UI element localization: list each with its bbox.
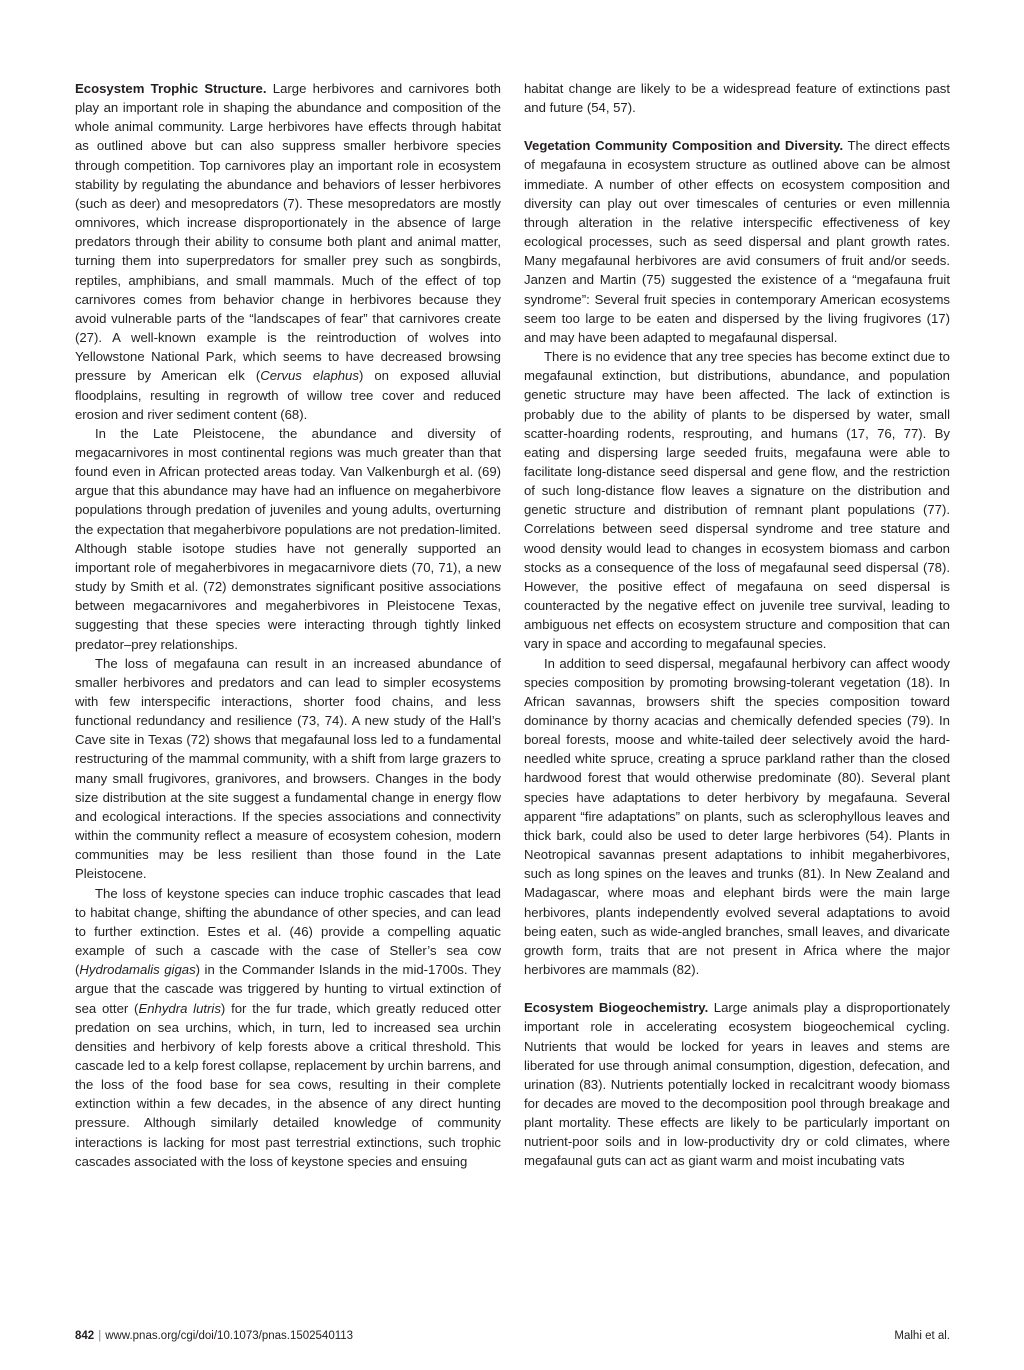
paragraph-vegetation-composition: Vegetation Community Composition and Diversity. The direct effects of megafauna in ecosystem structure as outlined above can be almost immediate. A number of other effects on ecosystem composition and diversity can play out over timescales of centuries or even millennia through alteration in the relative interspecific effectiveness of key ecological processes, such as seed dispersal and plant growth rates. Many megafaunal herbivores are avid consumers of fruit and/or seeds. Janzen and Martin (75) suggested the existence of a “megafauna fruit syndrome”: Several fruit species in contemporary American ecosystems seem too large to be eaten and dispersed by the living frugivores (17) and may have been adapted to megafaunal dispersal.: [524, 138, 950, 345]
page-footer-left: [75, 1330, 353, 1342]
footer-separator: |: [98, 1330, 102, 1342]
paragraph-tree-extinction: There is no evidence that any tree species has become extinct due to megafaunal extinction, but distributions, abundance, and population genetic structure may have been affected. The lack of extinction is probably due to the ability of plants to be dispersed by water, small scatter-hoarding rodents, resprouting, and humans (17, 76, 77). By eating and dispersing large seeded fruits, megafauna were able to facilitate long-distance seed dispersal and gene flow, and the restriction of such long-distance flow leaves a signature on the distribution and genetic structure and distribution of remnant plant populations (77). Correlations between seed dispersal syndrome and tree stature and wood density would lead to changes in ecosystem biomass and carbon stocks as a consequence of the loss of megafaunal seed dispersal (78). However, the positive effect of megafauna on seed dispersal is counteracted by the negative effect on juvenile tree survival, leading to ambiguous net effects on ecosystem structure and composition that can vary in space and according to megafaunal species.: [524, 349, 950, 652]
paragraph-late-pleistocene: In the Late Pleistocene, the abundance and diversity of megacarnivores in most continental regions was much greater than that found even in African protected areas today. Van Valkenburgh et al. (69) argue that this abundance may have had an influence on megaherbivore populations through predation of juveniles and young adults, overturning the expectation that megaherbivore populations are not predation-limited. Although stable isotope studies have not generally supported an important role of megaherbivores in megacarnivore diets (70, 71), a new study by Smith et al. (72) demonstrates significant positive associations between megacarnivores and megaherbivores in Pleistocene Texas, suggesting that these species were interacting through tightly linked predator–prey relationships.: [75, 425, 501, 652]
page-number: 842: [75, 1330, 95, 1342]
author-running-head: Malhi et al.: [894, 1330, 950, 1342]
paragraph-biogeochemistry: Ecosystem Biogeochemistry. Large animals play a disproportionately important role in accelerating ecosystem biogeochemical cycling. Nutrients that would be locked for years in leaves and stems are liberated for use through animal consumption, digestion, defecation, and urination (83). Nutrients potentially locked in recalcitrant woody biomass for decades are moved to the decomposition pool through breakage and plant mortality. These effects are likely to be particularly important on nutrient-poor soils and in low-productivity dry or cold climates, where megafaunal guts can act as giant warm and moist incubating vats: [524, 1000, 950, 1169]
paragraph-herbivory: In addition to seed dispersal, megafaunal herbivory can affect woody species composition by promoting browsing-tolerant vegetation (18). In African savannas, browsers shift the species composition toward dominance by thorny acacias and chemically defended species (79). In boreal forests, moose and white-tailed deer selectively avoid the hard-needled white spruce, creating a spruce parkland rather than the closed hardwood forest that would otherwise predominate (80). Several plant species have adaptations to deter herbivory by megafauna. Several apparent “fire adaptations” on plants, such as sclerophyllous leaves and thick bark, could also be used to deter large herbivores (54). Plants in Neotropical savannas present adaptations to inhibit megaherbivores, such as long spines on the leaves and trunks (81). In New Zealand and Madagascar, where moas and elephant birds were the main large herbivores, plants independently evolved several adaptations to avoid being eaten, such as wide-angled branches, small leaves, and divaricate growth form, traits that are not present in Africa where the major herbivores are mammals (82).: [524, 655, 950, 978]
paragraph-keystone-species: The loss of keystone species can induce trophic cascades that lead to habitat change, shifting the abundance of other species, and can lead to further extinction. Estes et al. (46) provide a compelling aquatic example of such a cascade with the case of Steller’s sea cow (Hydrodamalis gigas) in the Commander Islands in the mid-1700s. They argue that the cascade was triggered by hunting to virtual extinction of sea otter (Enhydra lutris) for the fur trade, which greatly reduced otter predation on sea urchins, which, in turn, led to increased sea urchin densities and herbivory of kelp forests above a critical threshold. This cascade led to a kelp forest collapse, replacement by urchin barrens, and the loss of the food base for sea cows, resulting in their complete extinction within a few decades, in the absence of any direct hunting pressure. Although similarly detailed knowledge of community interactions is lacking for most past terrestrial extinctions, such trophic cascades associated with the loss of keystone species and ensuing: [75, 885, 501, 1169]
paragraph-trophic-structure: Ecosystem Trophic Structure. Large herbivores and carnivores both play an important role in shaping the abundance and composition of the whole animal community. Large herbivores have effects through habitat as outlined above but can also suppress smaller herbivore species through competition. Top carnivores play an important role in ecosystem stability by regulating the abundance and behaviors of lesser herbivores (such as deer) and mesopredators (7). These mesopredators are mostly omnivores, which increase disproportionately in the absence of large predators through their ability to consume both plant and animal matter, turning them into superpredators for smaller prey such as songbirds, reptiles, amphibians, and small mammals. Much of the effect of top carnivores comes from behavior change in herbivores because they avoid vulnerable parts of the “landscapes of fear” that carnivores create (27). A well-known example is the reintroduction of wolves into Yellowstone National Park, which seems to have decreased browsing pressure by American elk (Cervus elaphus) on exposed alluvial floodplains, resulting in regrowth of willow tree cover and reduced erosion and river sediment content (68).: [75, 81, 501, 422]
paragraph-continuation: habitat change are likely to be a widespread feature of extinctions past and future (54, 57).: [524, 81, 950, 116]
doi-link[interactable]: www.pnas.org/cgi/doi/10.1073/pnas.1502540113: [105, 1330, 354, 1342]
section-heading-vegetation: Vegetation Community Composition and Diversity.: [524, 138, 844, 154]
paragraph-megafauna-loss: The loss of megafauna can result in an increased abundance of smaller herbivores and predators and can lead to simpler ecosystems with few interspecific interactions, shorter food chains, and less functional redundancy and resilience (73, 74). A new study of the Hall’s Cave site in Texas (72) shows that megafaunal loss led to a fundamental restructuring of the mammal community, with a shift from large grazers to many small frugivores, granivores, and browsers. Changes in the body size distribution at the site suggest a fundamental change in energy flow and ecological interactions. If the species associations and connectivity within the community reflect a measure of ecosystem cohesion, modern communities may be less resilient than those found in the Late Pleistocene.: [75, 655, 501, 882]
section-heading-trophic-structure: Ecosystem Trophic Structure.: [75, 81, 267, 96]
left-column: [75, 79, 501, 1171]
right-column: [524, 79, 950, 1171]
section-heading-biogeochemistry: Ecosystem Biogeochemistry.: [524, 1000, 709, 1016]
